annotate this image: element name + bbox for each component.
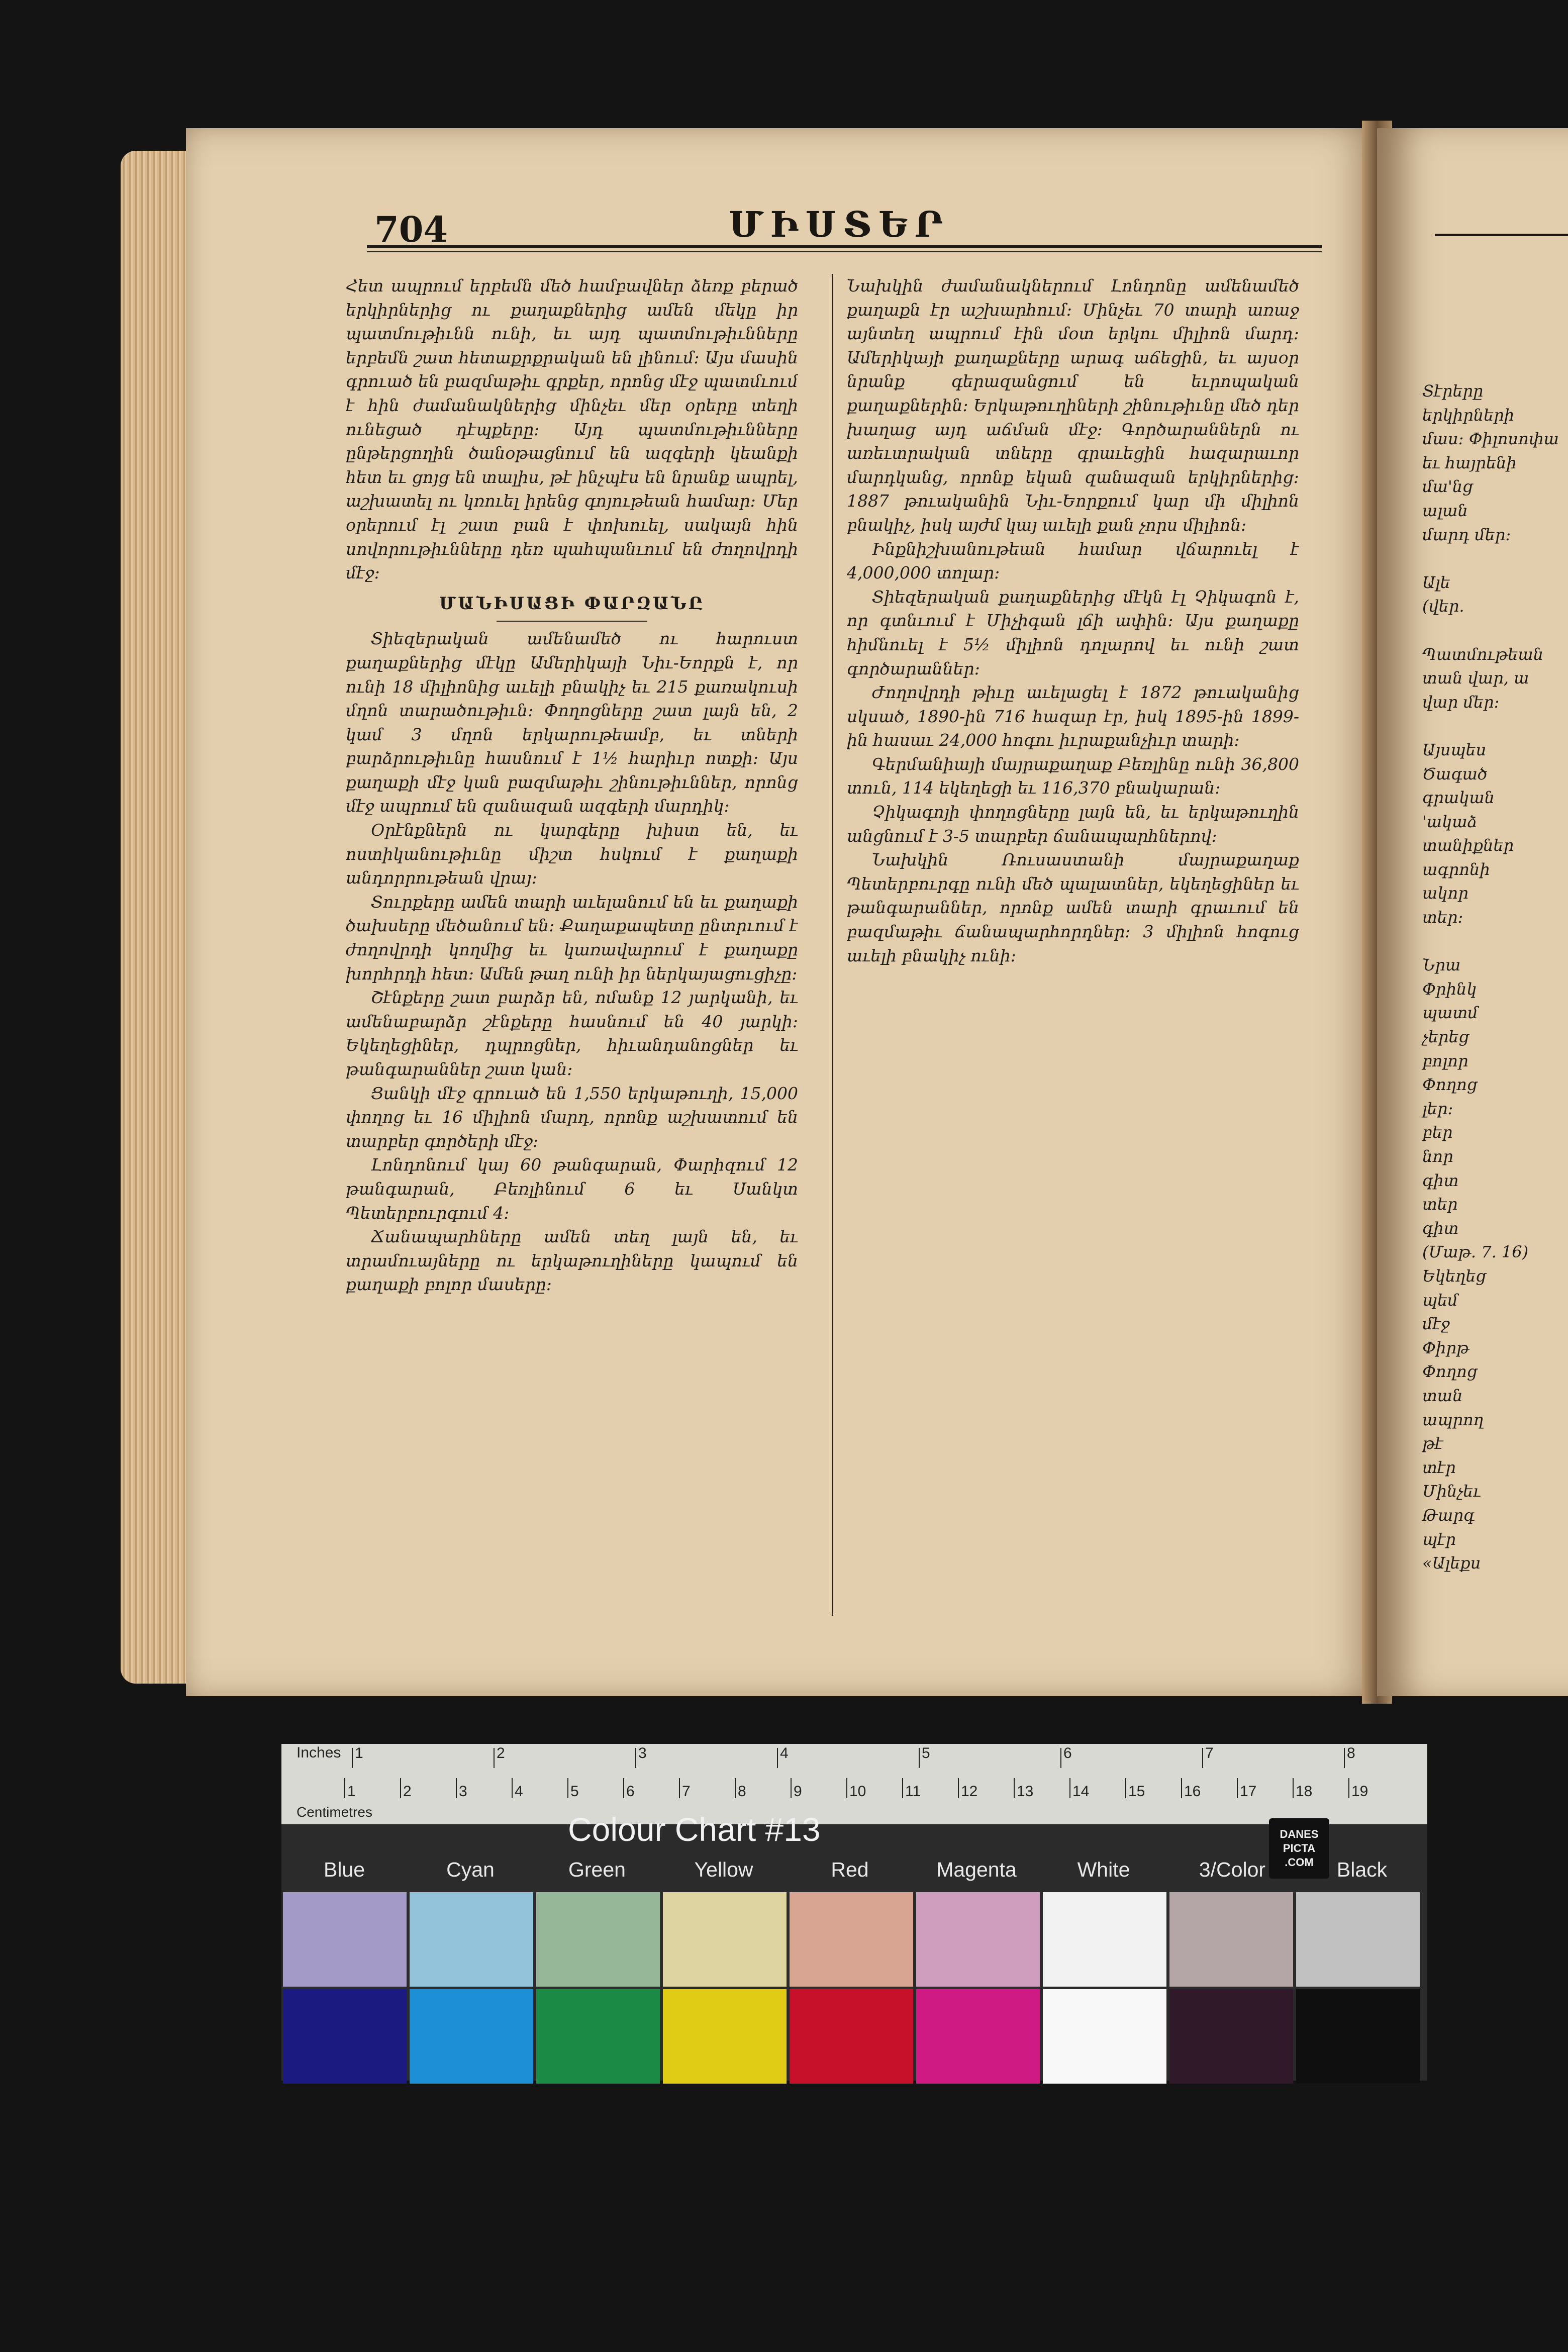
colour-swatch-light [1296, 1892, 1420, 1987]
colour-swatch-dark [1043, 1989, 1166, 2084]
right-page-line: Ծագած [1422, 764, 1488, 783]
cm-number: 16 [1184, 1783, 1201, 1800]
paragraph: Ճանապարհները ամեն տեղ լայն են, եւ տրամուայները ու երկաթուղիները կապում են քաղաքի բոլոր մասերը։ [346, 1227, 798, 1295]
cm-number: 10 [849, 1783, 866, 1800]
right-page-line: Ալե [1422, 572, 1450, 592]
header-rule-thin [367, 251, 1322, 252]
inch-tick [494, 1748, 495, 1768]
section-heading: ՄԱՆԻՍԱՑԻ ՓԱՐԶԱՆԸ [439, 593, 705, 614]
header-rule [367, 245, 1322, 248]
cm-number: 17 [1240, 1783, 1257, 1800]
cm-number: 18 [1296, 1783, 1313, 1800]
right-page-line: պեմ [1422, 1290, 1458, 1310]
right-page-line: Փիրթ [1422, 1338, 1469, 1357]
cm-number: 3 [459, 1783, 467, 1800]
right-page-line: տէր [1422, 1457, 1456, 1477]
cm-number: 7 [682, 1783, 691, 1800]
inch-tick [1060, 1748, 1061, 1768]
cm-tick [902, 1778, 903, 1798]
colour-swatch-dark [916, 1989, 1040, 2084]
section-rule [497, 621, 647, 622]
right-page-line [1422, 714, 1568, 738]
paragraph: Նախկին ժամանակներում Լոնդոնը ամենամեծ քաղաքն էր աշխարհում։ Մինչեւ 70 տարի առաջ այնտեղ ապրում էին մօտ երկու միլիոն մարդ։ Ամերիկայի քաղաքները արագ աճեցին, եւ այսօր նրանք գերազանցում են եւրոպական քաղաքներին։ Երկաթուղիների շինութիւնը մեծ դեր խաղաց այդ աճման մէջ։ Գործարաններն ու առեւտրական տները գրաւեցին հազարաւոր մարդկանց, որոնք եկան զանազան երկիրներից։ 1887 թուականին Նիւ-Եորքում կար մի միլիոն բնակիչ, իսկ այժմ կայ աւելի քան չորս միլիոն։ [847, 276, 1299, 535]
right-page [1377, 128, 1568, 1696]
ruler-ticks [281, 1745, 1427, 1800]
cm-number: 12 [961, 1783, 978, 1800]
right-page-line: մարդ մեր։ [1422, 525, 1511, 544]
cm-number: 6 [626, 1783, 635, 1800]
right-page-line: Նրա [1422, 955, 1461, 975]
cm-tick [1293, 1778, 1294, 1798]
right-page-line: երկիրների [1422, 405, 1515, 425]
colour-label: 3/Color [1199, 1858, 1266, 1881]
paragraph: Օրէնքներն ու կարգերը խիստ են, եւ ոստիկանութիւնը միշտ հսկում է քաղաքի անդորրութեան վրայ։ [346, 820, 798, 888]
column-divider [832, 274, 833, 1616]
paragraph: Տիեզերական ամենամեծ ու հարուստ քաղաքներից մէկը Ամերիկայի Նիւ-Եորքն է, որ ունի 18 միլիոնից աւելի բնակիչ եւ 215 քառակուսի մղոն տարածութիւն։ Փողոցները շատ լայն են, 2 կամ 3 մղոն երկարութեամբ, եւ տների բարձրութիւնը հասնում է 1½ հարիւր ոտքի։ Այս քաղաքի մէջ կան բազմաթիւ շինութիւններ, որոնց մէջ ապրում են զանազան ազգերի մարդիկ։ [346, 629, 798, 816]
right-page-line: Եկեղեց [1422, 1266, 1486, 1286]
right-page-line: թէ [1422, 1434, 1443, 1453]
colour-swatch-light [1043, 1892, 1166, 1987]
inch-tick [635, 1748, 636, 1768]
paragraph: Գերմանիայի մայրաքաղաք Բեռլինը ունի 36,800 տուն, 114 եկեղեցի եւ 116,370 բնակարան։ [847, 754, 1299, 798]
cm-number: 5 [570, 1783, 579, 1800]
cm-number: 11 [905, 1783, 921, 1800]
right-page-line: նոր [1422, 1147, 1453, 1166]
inch-number: 7 [1205, 1745, 1214, 1761]
cm-number: 9 [794, 1783, 802, 1800]
colour-swatch-dark [536, 1989, 660, 2084]
colour-label: Black [1336, 1858, 1388, 1881]
right-page-line: պէր [1422, 1529, 1456, 1549]
inch-number: 6 [1063, 1745, 1072, 1761]
right-page-line: չերեց [1422, 1027, 1469, 1047]
right-page-line: (Մաթ. 7. 16) [1422, 1242, 1529, 1262]
right-page-line: ապրող [1422, 1410, 1484, 1429]
right-page-line [1422, 547, 1568, 571]
right-page-line: տանիքներ [1422, 836, 1514, 855]
paragraph: Լոնդոնում կայ 60 թանգարան, Փարիզում 12 թանգարան, Բեռլինում 6 եւ Սանկտ Պետերբուրգում 4։ [346, 1155, 798, 1223]
cm-tick [1181, 1778, 1182, 1798]
right-page-line: մա'նց [1422, 477, 1473, 497]
colour-swatch-dark [790, 1989, 913, 2084]
right-page-line: Փողոց [1422, 1075, 1478, 1095]
cm-tick [735, 1778, 736, 1798]
cm-number: 19 [1351, 1783, 1368, 1800]
inch-number: 8 [1347, 1745, 1355, 1761]
cm-tick [567, 1778, 568, 1798]
right-page-line [1422, 619, 1568, 643]
cm-tick [344, 1778, 345, 1798]
inch-number: 1 [355, 1745, 363, 1761]
right-page-line [1422, 930, 1568, 954]
paragraph: Ինքնիշխանութեան համար վճարուել է 4,000,000 տոլար։ [847, 539, 1299, 583]
colour-chart-title: Colour Chart #13 [568, 1811, 821, 1848]
colour-label: Yellow [694, 1858, 753, 1881]
cm-tick [623, 1778, 624, 1798]
cm-number: 4 [515, 1783, 523, 1800]
right-page-line: Տէրերը [1422, 381, 1484, 401]
right-page-line: գրական [1422, 788, 1495, 808]
right-page-line: գիտ [1422, 1218, 1459, 1238]
right-page-line: տեր։ [1422, 908, 1463, 927]
right-page-line: բոլոր [1422, 1051, 1468, 1070]
cm-tick [1125, 1778, 1126, 1798]
paragraph: Չիկագոյի փողոցները լայն են, եւ երկաթուղին անցնում է 3-5 տարբեր ճանապարհներով։ [847, 802, 1299, 846]
right-column [847, 274, 1299, 1616]
inch-tick [1344, 1748, 1345, 1768]
cm-number: 8 [738, 1783, 746, 1800]
right-page-line: Մինչեւ [1422, 1482, 1481, 1501]
colour-swatch-light [916, 1892, 1040, 1987]
right-page-line: Փրինկ [1422, 979, 1477, 999]
inch-tick [777, 1748, 778, 1768]
paragraph: Շէնքերը շատ բարձր են, ոմանք 12 յարկանի, եւ ամենաբարձր շէնքերը հասնում են 40 յարկի։ Եկեղեցիներ, դպրոցներ, հիւանդանոցներ եւ թանգարաններ շատ կան։ [346, 988, 798, 1079]
right-page-header-rule [1435, 234, 1568, 236]
colour-swatch-light [1169, 1892, 1293, 1987]
cm-tick [1069, 1778, 1070, 1798]
right-page-line: Պատմութեան [1422, 644, 1544, 664]
right-page-line: տեր [1422, 1195, 1458, 1214]
right-page-line: Փողոց [1422, 1362, 1478, 1382]
daniels-picta-logo: DANES PICTA .COM [1269, 1818, 1329, 1879]
cm-number: 14 [1072, 1783, 1090, 1800]
cm-tick [846, 1778, 847, 1798]
colour-swatch-light [283, 1892, 407, 1987]
ruler-inches-label: Inches [297, 1744, 341, 1761]
colour-label: Magenta [936, 1858, 1017, 1881]
cm-tick [1348, 1778, 1349, 1798]
right-page-line: Այսպես [1422, 740, 1487, 759]
right-page-line: պատմ [1422, 1003, 1478, 1023]
inch-tick [352, 1748, 353, 1768]
colour-swatch-light [536, 1892, 660, 1987]
right-page-line: բեր [1422, 1123, 1453, 1142]
page-number: 704 [374, 209, 448, 250]
colour-swatch-dark [1296, 1989, 1420, 2084]
right-page-text [1422, 379, 1568, 1576]
colour-label: Cyan [446, 1858, 495, 1881]
cm-number: 13 [1017, 1783, 1034, 1800]
paragraph: Տուրքերը ամեն տարի աւելանում են եւ քաղաքի ծախսերը մեծանում են։ Քաղաքապետը ընտրւում է ժողովրդի կողմից եւ կառավարում է քաղաքը խորհրդի հետ։ Ամեն թաղ ունի իր ներկայացուցիչը։ [346, 892, 798, 984]
right-page-line: ագրոնի [1422, 859, 1490, 879]
cm-tick [958, 1778, 959, 1798]
left-column [346, 274, 798, 1616]
paragraph: Տիեզերական քաղաքներից մէկն էլ Չիկագոն է, որ գտնւում է Միչիգան լճի ափին։ Այս քաղաքը հիմնուել է 5½ միլիոն դոլարով եւ ունի շատ գործարաններ։ [847, 586, 1299, 678]
inch-tick [1202, 1748, 1203, 1768]
colour-label: Blue [323, 1858, 365, 1881]
colour-swatch-dark [1169, 1989, 1293, 2084]
cm-tick [1237, 1778, 1238, 1798]
right-page-line: տան [1422, 1386, 1463, 1405]
right-page-line: մաս։ Փիլոսոփա [1422, 429, 1559, 449]
paragraph: Ցանկի մէջ գրուած են 1,550 երկաթուղի, 15,000 փողոց եւ 16 միլիոն մարդ, որոնք աշխատում են տարբեր գործերի մէջ։ [346, 1083, 798, 1151]
right-page-line: 'ակաձ [1422, 812, 1478, 831]
colour-swatch-light [790, 1892, 913, 1987]
inch-number: 2 [497, 1745, 505, 1761]
inch-number: 3 [638, 1745, 647, 1761]
cm-tick [679, 1778, 680, 1798]
right-page-line: «Ալեքս [1422, 1553, 1481, 1573]
colour-swatch-light [663, 1892, 787, 1987]
right-page-line: լեր։ [1422, 1099, 1453, 1118]
cm-number: 15 [1128, 1783, 1145, 1800]
colour-label: Red [831, 1858, 869, 1881]
colour-swatch-dark [663, 1989, 787, 2084]
right-page-line: ալան [1422, 501, 1468, 520]
cm-tick [400, 1778, 401, 1798]
right-page-line: ակոր [1422, 884, 1468, 903]
cm-tick [791, 1778, 792, 1798]
paragraph: Ժողովրդի թիւը աւելացել է 1872 թուականից սկսած, 1890-ին 716 հազար էր, իսկ 1895-ին 1899-ին հասաւ 24,000 հոգու իւրաքանչիւր տարի։ [847, 682, 1299, 750]
right-page-line: գիտ [1422, 1170, 1459, 1190]
inch-tick [919, 1748, 920, 1768]
colour-label: White [1077, 1858, 1130, 1881]
right-page-line: եւ հայրենի [1422, 453, 1517, 472]
cm-tick [512, 1778, 513, 1798]
cm-tick [456, 1778, 457, 1798]
cm-number: 1 [347, 1783, 356, 1800]
colour-swatch-dark [283, 1989, 407, 2084]
colour-swatch-dark [410, 1989, 533, 2084]
paragraph: Նախկին Ռուսաստանի մայրաքաղաք Պետերբուրգը ունի մեծ պալատներ, եկեղեցիներ եւ թանգարաններ, որոնք ամեն տարի գրաւում են բազմաթիւ ճանապարհորդներ։ 3 միլիոն հոգուց աւելի բնակիչ ունի։ [847, 850, 1299, 965]
inch-number: 4 [780, 1745, 789, 1761]
cm-tick [1014, 1778, 1015, 1798]
running-head: ՄԻՍՏԵՐ [729, 204, 950, 245]
right-page-line: վար մեր։ [1422, 692, 1500, 712]
colour-swatch-light [410, 1892, 533, 1987]
colour-label: Green [568, 1858, 626, 1881]
right-page-line: մէջ [1422, 1314, 1450, 1334]
right-page-line: (վեր. [1422, 597, 1464, 616]
right-page-line: տան վար, ա [1422, 668, 1529, 688]
right-page-line: Թարգ [1422, 1505, 1475, 1525]
cm-number: 2 [403, 1783, 412, 1800]
paragraph: Հետ ապրում երբեմն մեծ համբավներ ձեռք բերած երկիրներից ու քաղաքներից ամեն մեկը իր պատմութիւնն ունի, եւ այդ պատմութիւնները երբեմն շատ հետաքրքրական են լինում։ Այս մասին գրուած են բազմաթիւ գրքեր, որոնց մէջ պատմւում է հին ժամանակներից մինչեւ մեր օրերը տեղի ունեցած դէպքերը։ Այդ պատմութիւնները ընթերցողին ծանօթացնում են ազգերի կեանքի հետ եւ ցոյց են տալիս, թէ ինչպէս են նրանք ապրել, աշխատել ու կռուել իրենց գոյութեան համար։ Մեր օրերում էլ շատ բան է փոխուել, սակայն հին սովորութիւնները դեռ պահպանւում են ժողովրդի մէջ։ [346, 276, 798, 583]
ruler-cm-label: Centimetres [297, 1804, 372, 1820]
inch-number: 5 [922, 1745, 930, 1761]
